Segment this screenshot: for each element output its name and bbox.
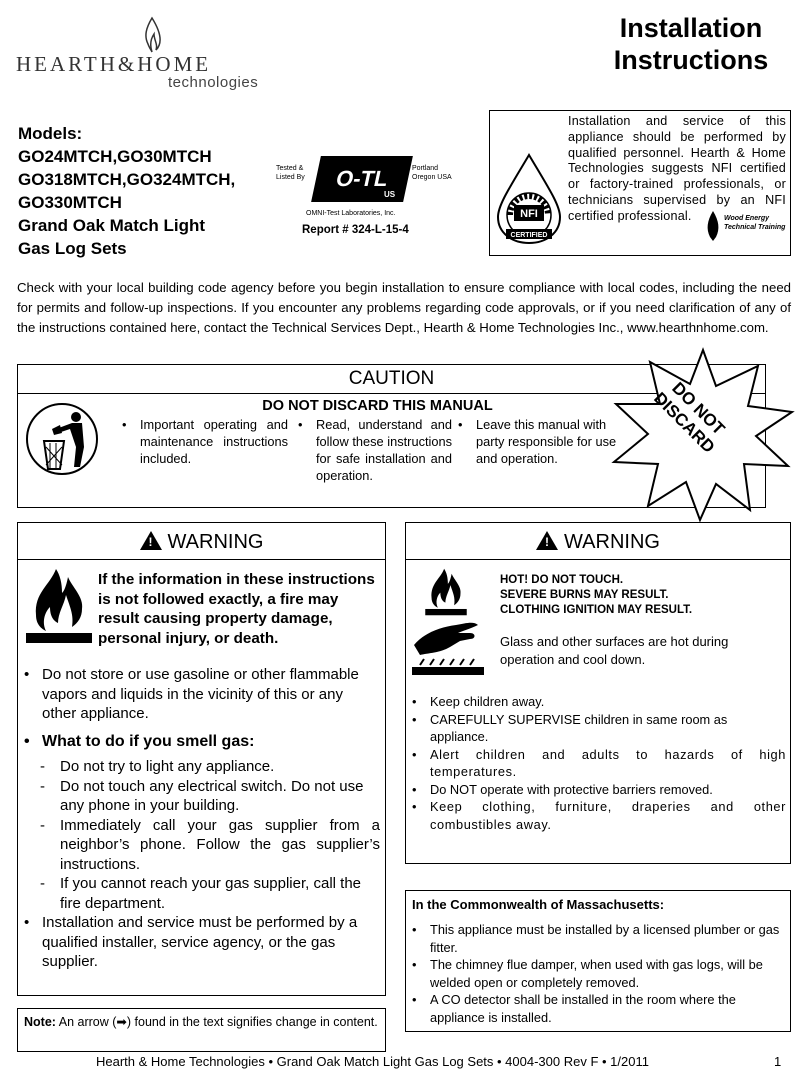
caution-subtitle: DO NOT DISCARD THIS MANUAL [262,398,493,414]
page-number: 1 [774,1054,782,1069]
product-line2: Gas Log Sets [18,239,127,258]
warning-left-title-bar [18,523,385,560]
wett-logo [704,207,786,247]
caution-item-3: • Leave this manual with party responsible for use and operation. [454,416,624,467]
note-text-before: An arrow ( [58,1015,117,1029]
warning-left-bullets-2 [20,913,380,972]
tested-by-label: Tested & Listed By [276,165,305,181]
massachusetts-item-1: • This appliance must be installed by a licensed plumber or gas fitter. [408,921,786,956]
note-label: Note: [24,1015,56,1029]
warning-box-left [17,522,386,996]
arrow-icon: ➡ [116,1015,127,1029]
warning-left-bullet-3: • Installation and service must be performed by a qualified installer, service agency, or the gas supplier. [20,913,380,972]
dash-item-1: - Do not try to light any appliance. [32,757,380,777]
otl-country: US [384,190,396,199]
dash-item-2: - Do not touch any electrical switch. Do not use any phone in your building. [32,777,380,816]
fire-icon [24,567,94,645]
nfi-text: Installation and service of this appliance should be performed by qualified personnel. Hearth & Home Technologies suggests NFI certified or factory-trained professionals, or technicians supervised by an NFI certified professional. [568,114,786,223]
warning-triangle-icon-2: ! [536,531,558,550]
massachusetts-item-3: • A CO detector shall be installed in the room where the appliance is installed. [408,991,786,1026]
fire-icon-small [424,563,468,621]
hot-surface-hand-icon [410,619,486,677]
massachusetts-list [408,921,786,1026]
warning-left-bullets [20,665,380,751]
hot-line-1: HOT! DO NOT TOUCH. [500,574,624,586]
massachusetts-box [405,890,791,1032]
hot-warning [500,573,692,618]
warning-box-right [405,522,791,864]
lab-location: Portland Oregon USA [412,165,452,181]
warning-right-item-4: • Do NOT operate with protective barriers removed. [408,781,786,799]
warning-left-bullet-1: • Do not store or use gasoline or other flammable vapors and liquids in the vicinity of this or any other appliance. [20,665,380,724]
nfi-badge-bottom: CERTIFIED [510,232,548,239]
warning-right-item-2: • CAREFULLY SUPERVISE children in same room as appliance. [408,711,786,746]
warning-left-lead: If the information in these instructions is not followed exactly, a fire may result causing property damage, personal injury, or death. [98,571,375,647]
nfi-badge-text: NFI [520,208,538,220]
footer-text: Hearth & Home Technologies • Grand Oak Match Light Gas Log Sets • 4004-300 Rev F • 1/2011 [96,1054,649,1069]
glass-warning: Glass and other surfaces are hot during operation and cool down. [500,634,729,667]
dash-item-4: - If you cannot reach your gas supplier, call the fire department. [32,874,380,913]
models-line1: GO24MTCH,GO30MTCH [18,147,212,166]
caution-list-1 [118,416,288,467]
wett-line2: Technical Training [724,224,786,231]
caution-item-1: • Important operating and maintenance instructions included. [118,416,288,467]
models-label: Models: [18,124,83,143]
models-block [18,122,288,260]
massachusetts-title: In the Commonwealth of Massachusetts: [412,897,665,912]
otl-text: O-TL [333,166,391,191]
trash-person-icon [24,399,100,479]
models-line3: GO330MTCH [18,193,122,212]
nfi-badge-icon [496,153,562,245]
caution-list-3 [454,416,624,467]
warning-right-title-bar [406,523,790,560]
page-title [586,12,796,76]
wett-line1: Wood Energy [724,215,769,222]
hot-line-2: SEVERE BURNS MAY RESULT. [500,589,669,601]
otl-mark [311,156,413,202]
warning-right-item-5: • Keep clothing, furniture, draperies and other combustibles away. [408,798,786,833]
product-line1: Grand Oak Match Light [18,216,206,235]
warning-right-item-3: • Alert children and adults to hazards of high temperatures. [408,746,786,781]
intro-paragraph: Check with your local building code agency before you begin installation to ensure compliance with local codes, including the need for permits and follow-up inspections. If you encounter any problems regarding code approvals, or if you need clarification of any of the instructions contained here, contact the Technical Services Dept., Hearth & Home Technologies Inc., www.hearthnhome.com. [17,280,791,335]
nfi-certification-box [489,110,791,256]
note-box [17,1008,386,1052]
note-text-after: ) found in the text signifies change in content. [126,1015,378,1029]
massachusetts-item-2: • The chimney flue damper, when used with gas logs, will be welded open or completely removed. [408,956,786,991]
lab-name: OMNI-Test Laboratories, Inc. [306,210,396,217]
warning-right-title: WARNING [564,531,660,553]
caution-item-2: • Read, understand and follow these instructions for safe installation and operation. [294,416,452,484]
warning-right-list [408,693,786,833]
brand-main: HEARTH&HOME [16,52,212,76]
report-number: Report # 324-L-15-4 [302,224,409,236]
warning-left-body [20,665,380,972]
models-line2: GO318MTCH,GO324MTCH, [18,170,236,189]
caution-list-2 [294,416,452,484]
warning-left-bullet-2: • What to do if you smell gas: [20,732,380,752]
title-line1: Installation [619,13,763,43]
flame-logo-icon [140,16,164,54]
caution-title: CAUTION [348,368,435,389]
wett-flame-icon [704,209,722,243]
brand-logo [16,16,266,91]
starburst-text: DO NOT DISCARD [650,378,729,457]
title-line2: Instructions [613,45,769,75]
hot-line-3: CLOTHING IGNITION MAY RESULT. [500,604,693,616]
warning-right-item-1: • Keep children away. [408,693,786,711]
dash-item-3: - Immediately call your gas supplier from a neighbor’s phone. Follow the gas supplier’s instructions. [32,816,380,875]
warning-left-title: WARNING [167,531,264,553]
warning-triangle-icon: ! [140,531,162,550]
warning-left-dashes [32,757,380,913]
brand-sub: technologies [168,74,259,91]
certification-logo [276,150,486,240]
